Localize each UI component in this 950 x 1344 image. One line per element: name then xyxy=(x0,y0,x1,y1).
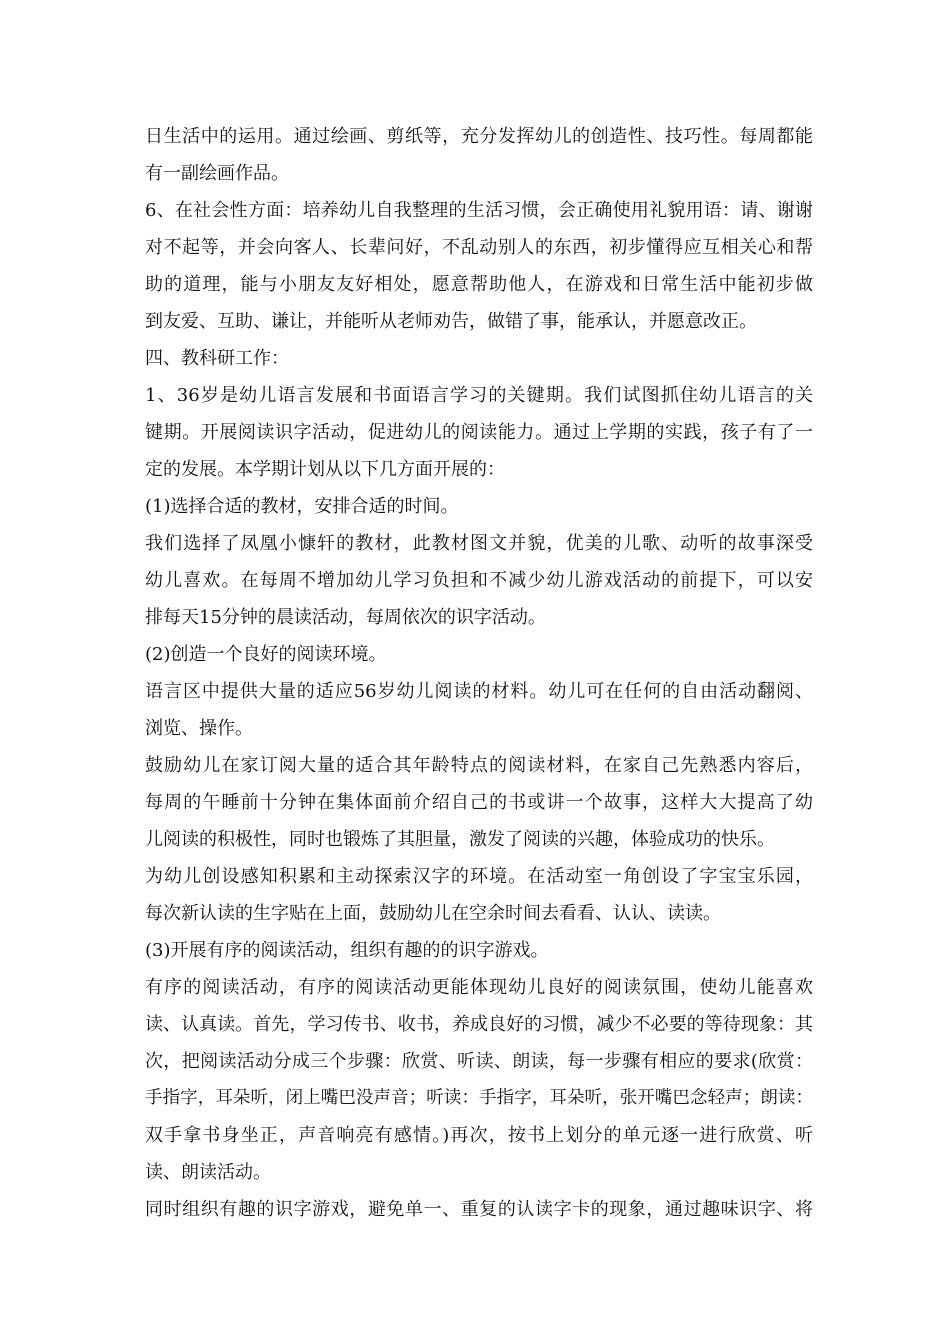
text-line: 我们选择了凤凰小慷轩的教材，此教材图文并貌，优美的儿歌、动听的故事深受 xyxy=(145,533,813,554)
text-line: 每周的午睡前十分钟在集体面前介绍自己的书或讲一个故事，这样大大提高了幼 xyxy=(145,792,813,813)
text-line: 键期。开展阅读识字活动，促进幼儿的阅读能力。通过上学期的实践，孩子有了一 xyxy=(145,422,813,443)
text-line: 有序的阅读活动，有序的阅读活动更能体现幼儿良好的阅读氛围，使幼儿能喜欢 xyxy=(145,977,813,998)
text-line: 为幼儿创设感知积累和主动探索汉字的环境。在活动室一角创设了字宝宝乐园， xyxy=(145,866,813,887)
text-line: 读、朗读活动。 xyxy=(145,1162,271,1183)
text-line: 每次新认读的生字贴在上面，鼓励幼儿在空余时间去看看、认认、读读。 xyxy=(145,903,721,924)
text-line: 幼儿喜欢。在每周不增加幼儿学习负担和不减少幼儿游戏活动的前提下，可以安 xyxy=(145,570,813,591)
text-line: (2)创造一个良好的阅读环境。 xyxy=(145,644,387,665)
document-body xyxy=(145,118,813,1228)
text-line: 鼓励幼儿在家订阅大量的适合其年龄特点的阅读材料，在家自己先熟悉内容后， xyxy=(145,755,813,776)
text-line: 同时组织有趣的识字游戏，避免单一、重复的认读字卡的现象，通过趣味识字、将 xyxy=(145,1199,813,1220)
text-line: 儿阅读的积极性，同时也锻炼了其胆量，激发了阅读的兴趣，体验成功的快乐。 xyxy=(145,829,775,850)
text-line: 日生活中的运用。通过绘画、剪纸等，充分发挥幼儿的创造性、技巧性。每周都能 xyxy=(145,126,813,147)
text-line: (1)选择合适的教材，安排合适的时间。 xyxy=(145,496,459,517)
text-line: 浏览、操作。 xyxy=(145,718,253,739)
text-line: 次，把阅读活动分成三个步骤：欣赏、听读、朗读，每一步骤有相应的要求(欣赏： xyxy=(145,1051,813,1072)
text-line: 1、36岁是幼儿语言发展和书面语言学习的关键期。我们试图抓住幼儿语言的关 xyxy=(145,385,813,406)
text-line: 双手拿书身坐正，声音响亮有感情。)再次，按书上划分的单元逐一进行欣赏、听 xyxy=(145,1125,813,1146)
text-line: 定的发展。本学期计划从以下几方面开展的： xyxy=(145,459,505,480)
text-line: 到友爱、互助、谦让，并能听从老师劝告，做错了事，能承认，并愿意改正。 xyxy=(145,311,757,332)
text-line: 四、教科研工作： xyxy=(145,348,289,369)
text-line: 手指字，耳朵听，闭上嘴巴没声音；听读：手指字，耳朵听，张开嘴巴念轻声；朗读： xyxy=(145,1088,813,1108)
text-line: 语言区中提供大量的适应56岁幼儿阅读的材料。幼儿可在任何的自由活动翻阅、 xyxy=(145,681,813,702)
text-line: 有一副绘画作品。 xyxy=(145,163,289,184)
text-line: (3)开展有序的阅读活动，组织有趣的的识字游戏。 xyxy=(145,940,549,961)
text-line: 助的道理，能与小朋友友好相处，愿意帮助他人，在游戏和日常生活中能初步做 xyxy=(145,274,813,295)
text-line: 读、认真读。首先，学习传书、收书，养成良好的习惯，减少不必要的等待现象：其 xyxy=(145,1014,813,1035)
text-line: 对不起等，并会向客人、长辈问好，不乱动别人的东西，初步懂得应互相关心和帮 xyxy=(145,237,813,258)
text-line: 6、在社会性方面：培养幼儿自我整理的生活习惯，会正确使用礼貌用语：请、谢谢 xyxy=(145,200,813,221)
text-line: 排每天15分钟的晨读活动，每周依次的识字活动。 xyxy=(145,607,546,628)
